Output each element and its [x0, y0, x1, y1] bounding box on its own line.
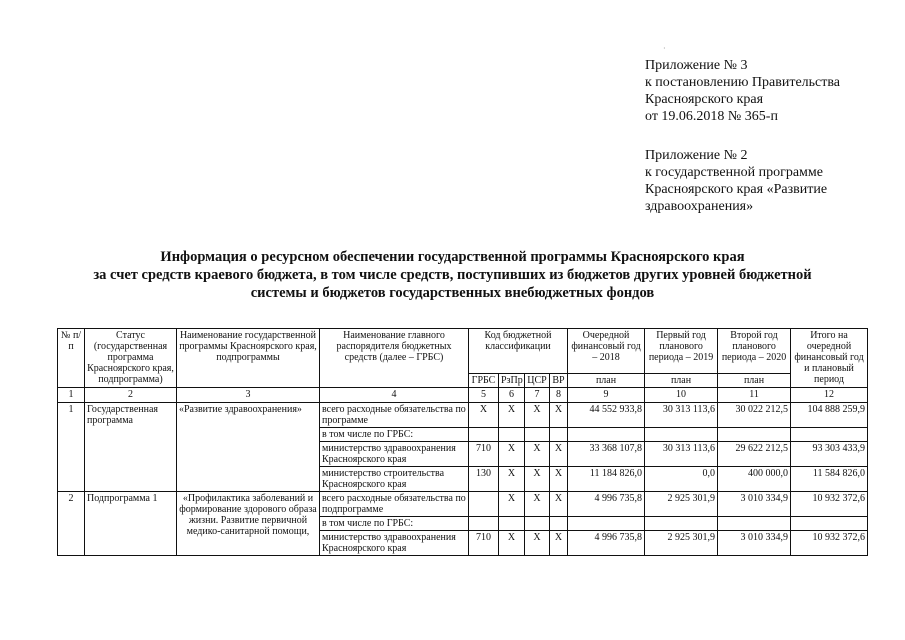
code-vr: X [550, 467, 568, 492]
header-row [58, 329, 868, 374]
amount-2018 [568, 428, 645, 442]
amount-2019 [645, 517, 718, 531]
header-num: № п/п [58, 329, 85, 388]
appendix-line: к постановлению Правительства [645, 75, 841, 90]
column-number: 11 [718, 388, 791, 403]
amount-2019: 2 925 301,9 [645, 492, 718, 517]
header-status: Статус (государственная программа Красноярского края, подпрограмма) [85, 329, 177, 388]
header-plan: план [718, 374, 791, 388]
appendix-line: Красноярского края «Развитие [645, 182, 828, 197]
column-number: 8 [550, 388, 568, 403]
column-number: 3 [177, 388, 320, 403]
row-program-name: «Развитие здравоохранения» [177, 403, 320, 492]
amount-2020 [718, 517, 791, 531]
code-grbs: 130 [469, 467, 499, 492]
amount-total [791, 428, 868, 442]
amount-total: 104 888 259,9 [791, 403, 868, 428]
grbs-name: министерство здравоохранения Красноярского края [320, 442, 469, 467]
code-csr: X [525, 403, 550, 428]
column-number: 5 [469, 388, 499, 403]
code-csr: X [525, 442, 550, 467]
header-year-2018: Очередной финансовый год – 2018 [568, 329, 645, 374]
code-grbs [469, 492, 499, 517]
column-number: 12 [791, 388, 868, 403]
code-rzpr: X [499, 531, 525, 556]
header-program-name: Наименование государственной программы Красноярского края, подпрограммы [177, 329, 320, 388]
code-vr: X [550, 403, 568, 428]
row-program-name: «Профилактика заболеваний и формирование здорового образа жизни. Развитие первичной медико-санитарной помощи, [177, 492, 320, 556]
appendix-line: Приложение № 2 [645, 148, 748, 163]
code-rzpr: X [499, 467, 525, 492]
resource-table [57, 328, 868, 556]
amount-2019 [645, 428, 718, 442]
code-grbs: X [469, 403, 499, 428]
column-number: 9 [568, 388, 645, 403]
code-vr [550, 517, 568, 531]
header-code-csr: ЦСР [525, 374, 550, 388]
grbs-name: всего расходные обязательства по подпрограмме [320, 492, 469, 517]
header-code-grbs: ГРБС [469, 374, 499, 388]
amount-2018: 44 552 933,8 [568, 403, 645, 428]
amount-total: 10 932 372,6 [791, 531, 868, 556]
code-rzpr: X [499, 492, 525, 517]
appendix-line: Приложение № 3 [645, 58, 748, 73]
code-vr: X [550, 531, 568, 556]
code-csr [525, 428, 550, 442]
table-row [58, 403, 868, 428]
amount-2019: 0,0 [645, 467, 718, 492]
appendix-line: к государственной программе [645, 165, 823, 180]
column-number: 2 [85, 388, 177, 403]
code-vr: X [550, 492, 568, 517]
amount-2019: 30 313 113,6 [645, 403, 718, 428]
row-num: 2 [58, 492, 85, 556]
column-number: 1 [58, 388, 85, 403]
code-rzpr [499, 517, 525, 531]
amount-2018 [568, 517, 645, 531]
header-plan: план [645, 374, 718, 388]
column-number: 7 [525, 388, 550, 403]
amount-2018: 33 368 107,8 [568, 442, 645, 467]
header-code-vr: ВР [550, 374, 568, 388]
column-number: 6 [499, 388, 525, 403]
column-number-row [58, 388, 868, 403]
amount-2020: 30 022 212,5 [718, 403, 791, 428]
amount-2020: 3 010 334,9 [718, 492, 791, 517]
amount-total: 93 303 433,9 [791, 442, 868, 467]
amount-total: 11 584 826,0 [791, 467, 868, 492]
amount-total [791, 517, 868, 531]
code-grbs [469, 517, 499, 531]
code-csr [525, 517, 550, 531]
code-vr [550, 428, 568, 442]
amount-2018: 4 996 735,8 [568, 492, 645, 517]
amount-total: 10 932 372,6 [791, 492, 868, 517]
appendix-line: от 19.06.2018 № 365-п [645, 109, 778, 124]
header-year-2020: Второй год планового периода – 2020 [718, 329, 791, 374]
code-csr: X [525, 531, 550, 556]
code-rzpr: X [499, 442, 525, 467]
scan-dot: · [663, 44, 666, 53]
amount-2019: 2 925 301,9 [645, 531, 718, 556]
title-line: Информация о ресурсном обеспечении государственной программы Красноярского края [160, 249, 745, 265]
grbs-name: в том числе по ГРБС: [320, 517, 469, 531]
title-line: системы и бюджетов государственных внебюджетных фондов [250, 285, 655, 301]
document-title [40, 248, 865, 302]
column-number: 4 [320, 388, 469, 403]
header-total: Итого на очередной финансовый год и плановый период [791, 329, 868, 388]
grbs-name: министерство здравоохранения Красноярского края [320, 531, 469, 556]
appendix-line: Красноярского края [645, 92, 764, 107]
code-csr: X [525, 467, 550, 492]
code-csr: X [525, 492, 550, 517]
header-plan: план [568, 374, 645, 388]
amount-2020 [718, 428, 791, 442]
row-num: 1 [58, 403, 85, 492]
code-grbs: 710 [469, 531, 499, 556]
row-status: Государственная программа [85, 403, 177, 492]
title-line: за счет средств краевого бюджета, в том числе средств, поступивших из бюджетов других уровней бюджетной [93, 267, 812, 283]
row-status: Подпрограмма 1 [85, 492, 177, 556]
code-grbs [469, 428, 499, 442]
grbs-name: всего расходные обязательства по программе [320, 403, 469, 428]
grbs-name: министерство строительства Красноярского края [320, 467, 469, 492]
code-rzpr: X [499, 403, 525, 428]
appendix-3-note [645, 57, 840, 125]
column-number: 10 [645, 388, 718, 403]
appendix-line: здравоохранения» [645, 199, 754, 214]
code-vr: X [550, 442, 568, 467]
table-row [58, 492, 868, 517]
header-grbs-name: Наименование главного распорядителя бюджетных средств (далее – ГРБС) [320, 329, 469, 388]
amount-2018: 11 184 826,0 [568, 467, 645, 492]
header-code-rzpr: РзПр [499, 374, 525, 388]
grbs-name: в том числе по ГРБС: [320, 428, 469, 442]
amount-2020: 29 622 212,5 [718, 442, 791, 467]
amount-2020: 400 000,0 [718, 467, 791, 492]
header-budget-code: Код бюджетной классификации [469, 329, 568, 374]
amount-2018: 4 996 735,8 [568, 531, 645, 556]
code-rzpr [499, 428, 525, 442]
amount-2020: 3 010 334,9 [718, 531, 791, 556]
header-year-2019: Первый год планового периода – 2019 [645, 329, 718, 374]
appendix-2-note [645, 147, 827, 215]
amount-2019: 30 313 113,6 [645, 442, 718, 467]
code-grbs: 710 [469, 442, 499, 467]
